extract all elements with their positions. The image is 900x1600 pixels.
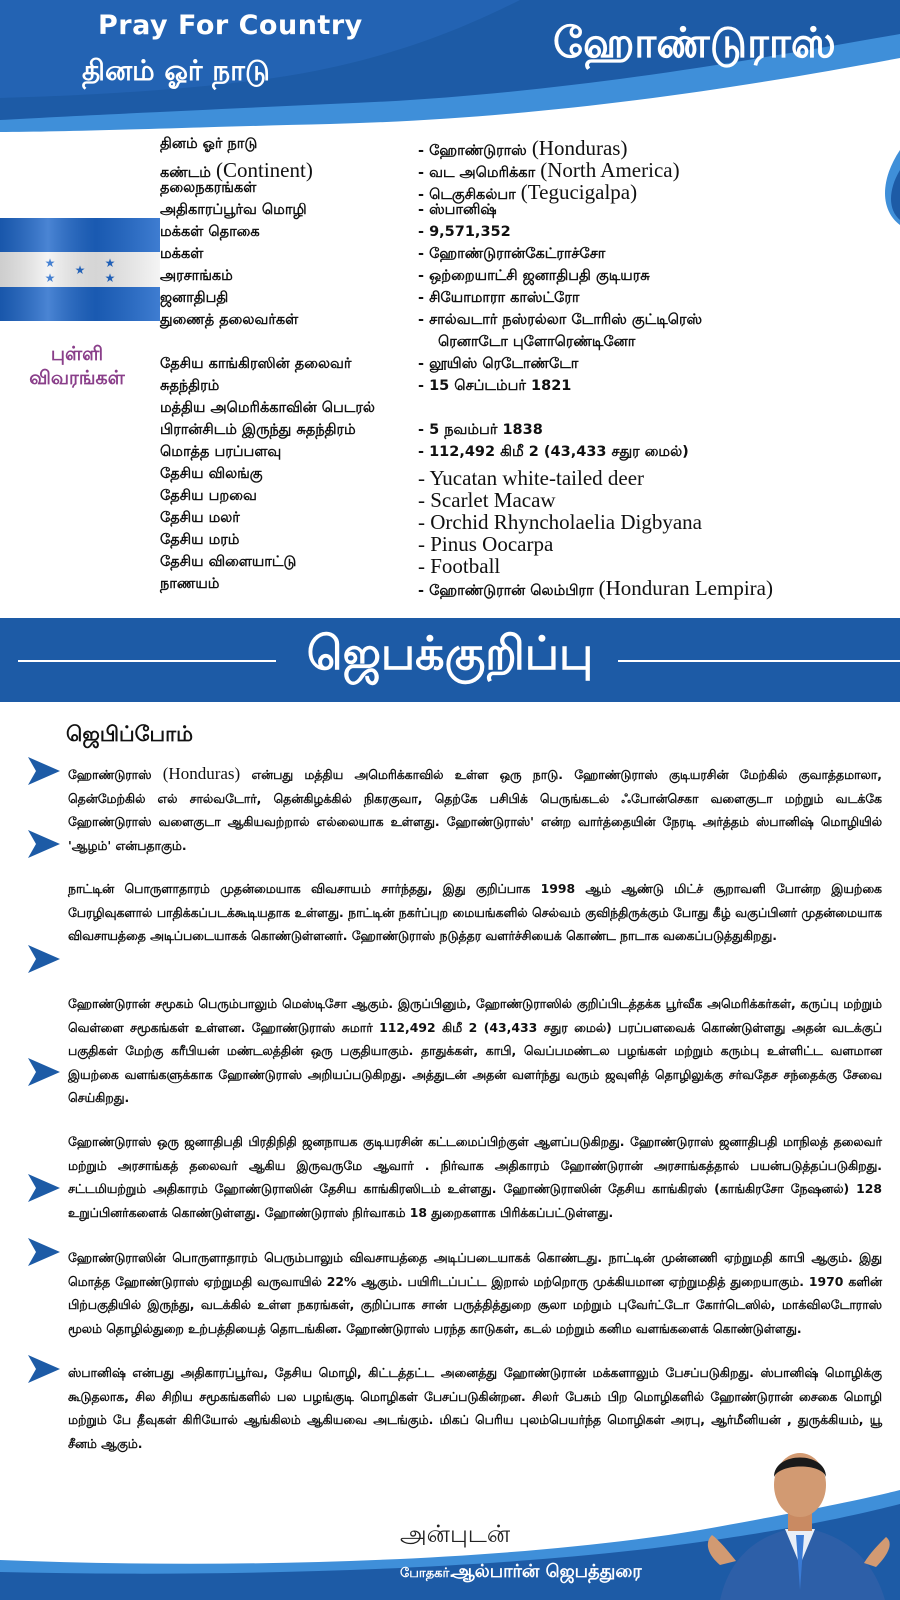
fact-row: [160, 400, 890, 422]
fact-value-text: - சால்வடார் நஸ்ரல்லா டோரிஸ் குட்டிரெஸ்: [418, 312, 703, 328]
fact-row: [160, 356, 890, 378]
fact-value: [418, 246, 605, 264]
fact-value: [418, 224, 511, 240]
paragraph-1-lead-en: (Honduras): [162, 764, 241, 783]
fact-value-english: - Orchid Rhyncholaelia Digbyana: [418, 510, 702, 534]
paragraph-1-text: என்பது மத்திய அமெரிக்காவில் உள்ள ஒரு நாடு. ஹோண்டுராஸ் குடியரசின் மேற்கில் குவாத்தமாலா, தென்மேற்கில் எல் சால்வடோர், தென்கிழக்கில் நிகரகுவா, தெற்கே பசிபிக் பெருங்கடல் ஃபோன்செகா வளைகுடா மற்றும் வடக்கே ஹோண்டுராஸ் வளைகுடா ஆகியவற்றால் எல்லையாக உள்ளது. ஹோண்டுராஸ்' என்ற வார்த்தையின் நேரடி அர்த்தம் ஸ்பானிஷ் மொழியில் 'ஆழம்' என்பதாகும்.: [68, 767, 882, 853]
fact-value-text: - ஹோண்டுரான் லெம்பிரா: [418, 583, 594, 599]
fact-label: [160, 532, 239, 550]
fact-row: [160, 268, 890, 290]
fact-row: [160, 246, 890, 268]
pastor-photo: [700, 1415, 900, 1600]
fact-label: [160, 136, 257, 154]
paragraph-4: ஹோண்டுராஸ் ஒரு ஜனாதிபதி பிரதிநிதி ஜனநாயக குடியரசின் கட்டமைப்பிற்குள் ஆளப்படுகிறது. ஹோண்டுராஸ் ஜனாதிபதி மாநிலத் தலைவர் மற்றும் அரசாங்கத் தலைவர் ஆகிய இருவருமே ஆவார் . நிர்வாக அதிகாரம் ஹோண்டுரான் அரசாங்கத்தால் பயன்படுத்தப்படுகிறது. சட்டமியற்றும் அதிகாரம் ஹோண்டுராஸின் தேசிய காங்கிரஸிடம் உள்ளது. ஹோண்டுராஸின் தேசிய காங்கிரஸ் (காங்கிரசோ நேஷனல்) 128 உறுப்பினர்களைக் கொண்டுள்ளது. ஹோண்டுராஸ் நிர்வாகம் 18 துறைகளாக பிரிக்கப்பட்டுள்ளது.: [68, 1134, 882, 1220]
fact-row: [160, 180, 890, 202]
fact-value-text: - 5 நவம்பர் 1838: [418, 422, 543, 438]
prayer-points-banner: [0, 618, 900, 702]
fact-value: [418, 312, 702, 352]
fact-label-text: தேசிய விளையாட்டு: [160, 554, 297, 570]
paragraph-1: [68, 762, 882, 857]
fact-row: [160, 466, 890, 488]
fact-value-english: - Yucatan white-tailed deer: [418, 466, 645, 490]
fact-value: [418, 202, 497, 220]
fact-label-text: மக்கள்: [160, 246, 204, 262]
fact-label: [160, 312, 298, 330]
fact-label: [160, 180, 256, 198]
fact-label-text: தேசிய மரம்: [160, 532, 240, 548]
fact-value-text: - ஸ்பானிஷ்: [418, 202, 497, 218]
fact-label-text: அதிகாரப்பூர்வ மொழி: [160, 202, 307, 218]
fact-value-english: - Football: [418, 554, 501, 578]
fact-label-text: கண்டம்: [160, 165, 211, 181]
fact-value-english: (North America): [540, 158, 680, 182]
fact-label-text: துணைத் தலைவர்கள்: [160, 312, 299, 328]
fact-label: [160, 268, 233, 286]
fact-label: [160, 510, 240, 528]
bullet-arrow-icon: [28, 1355, 60, 1383]
paragraph-2: நாட்டின் பொருளாதாரம் முதன்மையாக விவசாயம் சார்ந்தது, இது குறிப்பாக 1998 ஆம் ஆண்டு மிட்ச் சூறாவளி போன்ற இயற்கை பேரழிவுகளால் பாதிக்கப்படக்கூடியதாக உள்ளது. நாட்டின் நகர்ப்புற மையங்களில் செல்வம் குவிந்திருக்கும் போது கீழ் வகுப்பினர் முதன்மையாக விவசாயத்தை அடிப்படையாகக் கொண்டுள்ளனர். ஹோண்டுராஸ் நடுத்தர வளர்ச்சியைக் கொண்ட நாடாக வகைப்படுத்துகிறது.: [68, 881, 882, 943]
fact-row: [160, 290, 890, 312]
fact-value: [418, 378, 571, 396]
fact-label-text: அரசாங்கம்: [160, 268, 233, 284]
bullet-arrow-icon: [28, 1174, 60, 1202]
fact-label-english: (Continent): [216, 158, 313, 182]
fact-row: [160, 224, 890, 246]
fact-label: [160, 224, 260, 242]
header-banner: [0, 0, 900, 140]
fact-label: [160, 554, 296, 572]
fact-label-text: சுதந்திரம்: [160, 378, 220, 394]
fact-value: [418, 576, 773, 601]
bullet-arrow-icon: [28, 945, 60, 973]
brand-title: Pray For Country: [98, 10, 363, 41]
fact-row: [160, 422, 890, 444]
fact-row: [160, 510, 890, 532]
signoff-text: அன்புடன்: [400, 1520, 511, 1548]
fact-value-text: - ஹோண்டுராஸ்: [418, 143, 527, 159]
fact-row: [160, 488, 890, 510]
fact-value-continuation: ரெனாடோ புளோரெண்டினோ: [438, 334, 636, 350]
fact-label-text: பிரான்சிடம் இருந்து சுதந்திரம்: [160, 422, 356, 438]
fact-label: [160, 246, 203, 264]
side-label-facts: [14, 342, 140, 390]
country-title: ஹோண்டுராஸ்: [553, 18, 836, 67]
side-label-line1: புள்ளி: [50, 343, 104, 365]
fact-row: [160, 202, 890, 224]
fact-value-text: - 15 செப்டம்பர் 1821: [418, 378, 572, 394]
fact-row: [160, 158, 890, 180]
fact-value: [418, 290, 579, 308]
bullet-arrow-icon: [28, 1058, 60, 1086]
paragraph-5: ஹோண்டுராஸின் பொருளாதாரம் பெரும்பாலும் விவசாயத்தை அடிப்படையாகக் கொண்டது. நாட்டின் முன்னணி ஏற்றுமதி காபி ஆகும். இது மொத்த ஹோண்டுராஸ் ஏற்றுமதி வருவாயில் 22% ஆகும். பயிரிடப்பட்ட இறால் மற்றொரு முக்கியமான ஏற்றுமதித் துறையாகும். 1970 களின் பிற்பகுதியில் இருந்து, வடக்கில் உள்ள நகரங்கள், குறிப்பாக சான் பருத்தித்துறை சூலா மற்றும் புவேர்ட்டோ கோர்டெஸில், மாக்விலடோராஸ் மூலம் தொழில்துறை உற்பத்தியைத் தொடங்கின. ஹோண்டுராஸ் பரந்த காடுகள், கடல் மற்றும் கனிம வளங்களைக் கொண்டுள்ளது.: [68, 1250, 882, 1336]
bullet-arrow-icon: [28, 830, 60, 858]
fact-value-text: - டெகுசிகல்பா: [418, 187, 516, 203]
fact-label-text: ஜனாதிபதி: [160, 290, 229, 306]
fact-value: [418, 268, 650, 286]
fact-value-text: - ஹோண்டுரான்கேட்ராச்சோ: [418, 246, 606, 262]
fact-label-text: தலைநகரங்கள்: [160, 180, 257, 196]
fact-label-text: மொத்த பரப்பளவு: [160, 444, 282, 460]
bullet-arrow-icon: [28, 1238, 60, 1266]
honduras-flag-image: [0, 218, 160, 321]
fact-value-english: - Pinus Oocarpa: [418, 532, 554, 556]
fact-label: [160, 576, 219, 594]
fact-label-text: நாணயம்: [160, 576, 220, 592]
fact-row: [160, 444, 890, 466]
fact-label: [160, 378, 219, 396]
pastor-prefix: போதகர்.: [400, 1566, 455, 1581]
fact-value-text: - சியோமாரா காஸ்ட்ரோ: [418, 290, 580, 306]
fact-label-text: தேசிய மலர்: [160, 510, 240, 526]
fact-value-text: - 9,571,352: [418, 224, 511, 240]
fact-row: [160, 554, 890, 576]
fact-label-text: தினம் ஓர் நாடு: [160, 136, 258, 152]
fact-value: [418, 356, 578, 374]
bullet-arrow-icon: [28, 757, 60, 785]
fact-label: [160, 356, 351, 374]
paragraph-3: ஹோண்டுரான் சமூகம் பெரும்பாலும் மெஸ்டிசோ ஆகும். இருப்பினும், ஹோண்டுராஸில் குறிப்பிடத்தக்க பூர்வீக அமெரிக்கர்கள், கருப்பு மற்றும் வெள்ளை சமூகங்கள் உள்ளன. ஹோண்டுராஸ் சுமார் 112,492 கிமீ 2 (43,433 சதுர மைல்) பரப்பளவைக் கொண்டுள்ளது அதன் வடக்குப் பகுதிகள் மேற்கு கரீபியன் மண்டலத்தின் ஒரு பகுதியாகும். தாதுக்கள், காபி, வெப்பமண்டல பழங்கள் மற்றும் கரும்பு உள்ளிட்ட வளமான இயற்கை வளங்களுக்காக ஹோண்டுராஸ் அறியப்படுகிறது. அத்துடன் அதன் வளர்ந்து வரும் ஜவுளித் தொழிலுக்கு சர்வதேச சந்தைக்கு சேவை செய்கிறது.: [68, 996, 882, 1105]
fact-value-text: - லூயிஸ் ரெடோண்டோ: [418, 356, 579, 372]
fact-label-text: மக்கள் தொகை: [160, 224, 260, 240]
fact-row: [160, 576, 890, 598]
fact-value: [418, 444, 689, 462]
brand-subtitle: தினம் ஓர் நாடு: [82, 54, 270, 87]
fact-label: [160, 400, 375, 418]
fact-label-text: மத்திய அமெரிக்காவின் பெடரல்: [160, 400, 375, 416]
fact-row: [160, 312, 890, 350]
paragraph-1-lead: ஹோண்டுராஸ்: [68, 767, 152, 782]
fact-label: [160, 444, 281, 462]
fact-value-english: (Tegucigalpa): [520, 180, 638, 204]
prayer-points-title: ஜெபக்குறிப்பு: [306, 626, 594, 680]
pastor-name: ஆல்பார்ன் ஜெபத்துரை: [452, 1561, 642, 1582]
fact-row: [160, 378, 890, 400]
paragraph-6: ஸ்பானிஷ் என்பது அதிகாரப்பூர்வ, தேசிய மொழி, கிட்டத்தட்ட அனைத்து ஹோண்டுரான் மக்களாலும் பேசப்படுகிறது. ஸ்பானிஷ் மொழிக்கு கூடுதலாக, சில சிறிய சமூகங்களில் பல பழங்குடி மொழிகள் பேசப்படுகின்றன. சிலர் பேசும் பிற மொழிகளில் ஹோண்டுரான் சைகை மொழி மற்றும் பே தீவுகள் கிரியோல் ஆங்கிலம் ஆகியவை அடங்கும். மிகப் பெரிய புலம்பெயர்ந்த மொழிகள் அரபு, ஆர்மீனியன் , துருக்கியம், யூ சீனம் ஆகும்.: [68, 1365, 882, 1451]
fact-value-text: - 112,492 கிமீ 2 (43,433 சதுர மைல்): [418, 444, 689, 460]
fact-label: [160, 488, 257, 506]
fact-row: [160, 532, 890, 554]
fact-label-text: தேசிய விலங்கு: [160, 466, 263, 482]
fact-label: [160, 466, 263, 484]
fact-value-english: (Honduran Lempira): [598, 576, 773, 600]
fact-label-text: தேசிய பறவை: [160, 488, 257, 504]
fact-label: [160, 422, 356, 440]
section-title: ஜெபிப்போம்: [66, 722, 194, 746]
fact-value-text: - வட அமெரிக்கா: [418, 165, 536, 181]
fact-value: [418, 422, 543, 440]
fact-value-english: - Scarlet Macaw: [418, 488, 556, 512]
fact-row: [160, 136, 890, 158]
fact-value-english: (Honduras): [531, 136, 628, 160]
fact-value-text: - ஒற்றையாட்சி ஜனாதிபதி குடியரசு: [418, 268, 650, 284]
fact-label: [160, 290, 228, 308]
fact-label: [160, 202, 307, 220]
side-label-line2: விவரங்கள்: [29, 367, 125, 389]
fact-label-text: தேசிய காங்கிரஸின் தலைவர்: [160, 356, 352, 372]
